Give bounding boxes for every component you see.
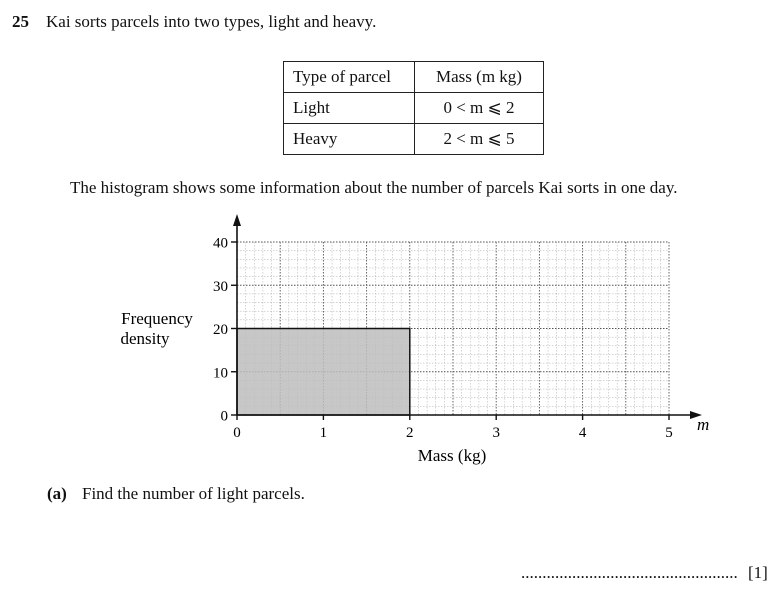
- x-axis-variable: m: [697, 415, 710, 434]
- marks-label: [1]: [748, 563, 768, 582]
- table-cell-type: Heavy: [284, 124, 415, 155]
- table-header-type: Type of parcel: [284, 62, 415, 93]
- part-a: [47, 484, 305, 504]
- y-axis-label-line2: density: [120, 329, 170, 348]
- x-tick-label: 4: [578, 425, 587, 441]
- y-axis-label-line1: Frequency: [121, 309, 193, 328]
- y-tick-label: 40: [213, 235, 228, 252]
- y-tick-label: 20: [213, 322, 228, 338]
- x-tick-label: 2: [406, 425, 414, 441]
- x-tick-label: 1: [319, 425, 328, 441]
- question-number: 25: [12, 12, 29, 31]
- table-cell-mass: 2 < m ⩽ 5: [415, 124, 544, 155]
- y-tick-label: 0: [220, 408, 228, 425]
- table-cell-type: Light: [284, 93, 415, 124]
- y-tick-label: 30: [213, 278, 228, 295]
- x-tick-label: 3: [492, 425, 500, 441]
- x-tick-label: 5: [665, 425, 673, 441]
- histogram-bar: [237, 329, 410, 416]
- table-cell-mass: 0 < m ⩽ 2: [415, 93, 544, 124]
- part-a-label: (a): [47, 484, 67, 503]
- answer-line[interactable]: ...................................................: [521, 563, 738, 582]
- y-axis-arrow: [233, 214, 241, 226]
- part-a-text: Find the number of light parcels.: [82, 484, 305, 503]
- x-axis-label: Mass (kg): [417, 446, 487, 465]
- table-header-mass: Mass (m kg): [415, 62, 544, 93]
- question-text: Kai sorts parcels into two types, light and heavy.: [46, 12, 377, 31]
- y-tick-label: 10: [213, 365, 228, 382]
- histogram-intro-text: The histogram shows some information about the number of parcels Kai sorts in one day.: [70, 178, 678, 197]
- chart-bars: [237, 329, 410, 416]
- x-tick-label: 0: [233, 425, 241, 441]
